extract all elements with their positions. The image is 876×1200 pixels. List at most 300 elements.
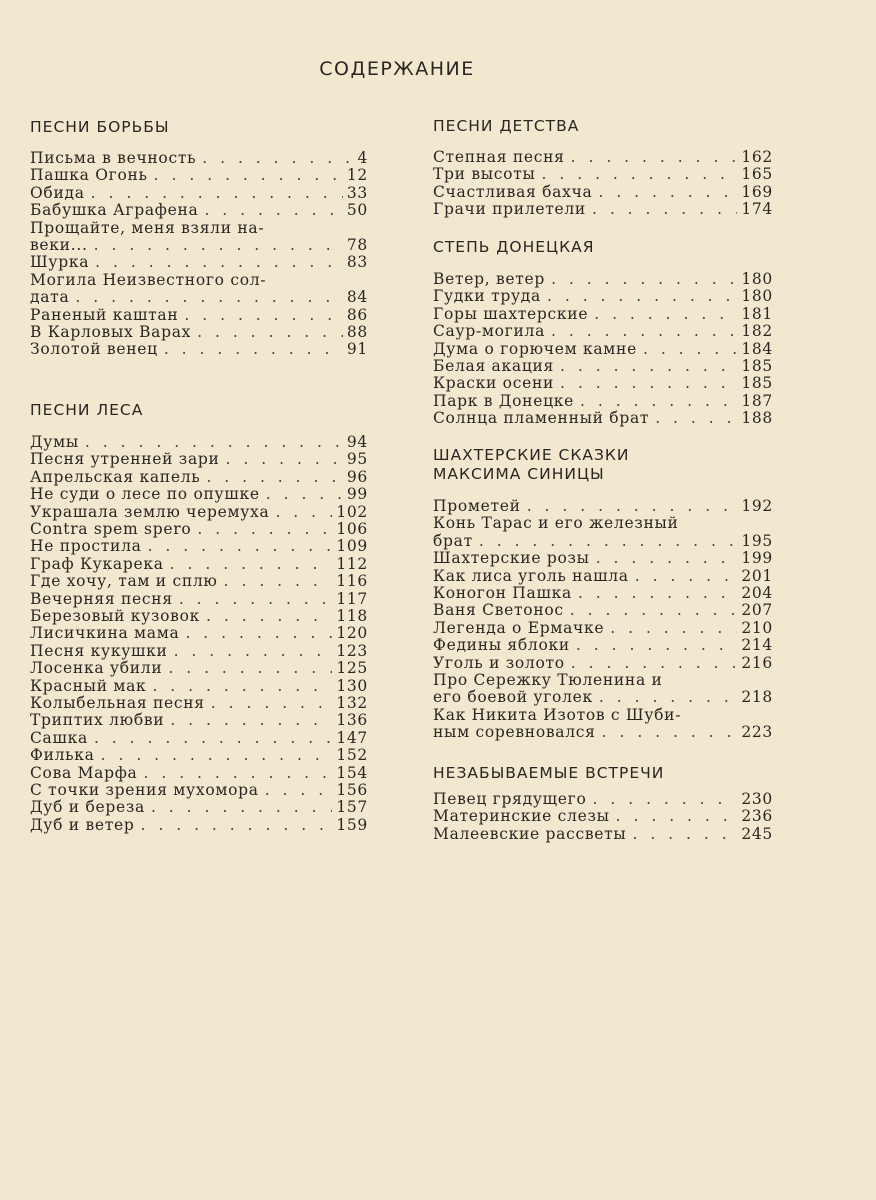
page-number: 83 xyxy=(346,253,368,272)
page-number: 245 xyxy=(741,824,773,843)
entry-row xyxy=(30,254,368,271)
page-number: 207 xyxy=(741,601,773,620)
page-number: 201 xyxy=(741,566,773,585)
toc-entry[interactable] xyxy=(30,324,368,341)
toc-entry[interactable] xyxy=(30,469,368,486)
dot-leader xyxy=(220,451,343,468)
toc-entry[interactable] xyxy=(433,341,773,358)
page-number: 91 xyxy=(346,340,368,359)
entry-title: Как лиса уголь нашла xyxy=(433,566,629,585)
entry-title: Ваня Светонос xyxy=(433,601,564,620)
entry-row xyxy=(30,817,368,834)
entry-title: Песня кукушки xyxy=(30,641,168,660)
toc-entry[interactable] xyxy=(30,220,368,255)
page-number: 112 xyxy=(336,554,368,573)
page-number: 116 xyxy=(336,572,368,591)
toc-entry[interactable] xyxy=(433,826,773,843)
toc-entry[interactable] xyxy=(30,678,368,695)
entry-title: Вечерняя песня xyxy=(30,589,173,608)
entry-title: Красный мак xyxy=(30,676,147,695)
entry-row xyxy=(433,550,773,567)
dot-leader xyxy=(564,602,738,619)
toc-entry[interactable] xyxy=(433,585,773,602)
dot-leader xyxy=(637,341,737,358)
dot-leader xyxy=(604,620,737,637)
entry-title: Три высоты xyxy=(433,165,536,184)
toc-entry[interactable] xyxy=(433,375,773,392)
page-number: 88 xyxy=(346,323,368,341)
entry-row xyxy=(30,469,368,486)
dot-leader xyxy=(536,166,738,183)
dot-leader xyxy=(79,434,343,451)
page-number: 33 xyxy=(346,183,368,202)
toc-entry[interactable] xyxy=(433,707,773,742)
dot-leader xyxy=(178,307,342,324)
toc-entry[interactable] xyxy=(30,625,368,642)
toc-entry[interactable] xyxy=(433,791,773,808)
page-number: 187 xyxy=(741,391,773,410)
page-number: 204 xyxy=(741,584,773,602)
toc-entry[interactable] xyxy=(433,166,773,183)
page-number: 94 xyxy=(346,433,368,451)
entry-row xyxy=(30,765,368,782)
entry-title: Граф Кукарека xyxy=(30,554,164,573)
page-title: СОДЕРЖАНИЕ xyxy=(319,58,475,80)
entry-row xyxy=(433,655,773,672)
entry-title: Песня утренней зари xyxy=(30,450,220,469)
entry-row xyxy=(30,434,368,451)
entry-row xyxy=(433,393,773,410)
dot-leader xyxy=(586,201,737,218)
dot-leader xyxy=(200,469,342,486)
toc-entry[interactable] xyxy=(30,434,368,451)
toc-section xyxy=(30,401,368,834)
entry-row xyxy=(30,341,368,358)
page-number: 125 xyxy=(336,659,368,678)
page-number: 181 xyxy=(741,304,773,323)
toc-entry[interactable] xyxy=(30,747,368,764)
page-number: 192 xyxy=(741,497,773,515)
dot-leader xyxy=(588,306,737,323)
entry-row xyxy=(30,167,368,184)
page-number: 185 xyxy=(741,374,773,393)
entry-title: Апрельская капель xyxy=(30,467,201,486)
toc-entry[interactable] xyxy=(433,808,773,825)
entry-title: Белая акация xyxy=(433,357,555,375)
toc-entry[interactable] xyxy=(30,712,368,729)
toc-section xyxy=(433,117,773,219)
page-number: 152 xyxy=(336,746,368,765)
toc-entry[interactable] xyxy=(433,498,773,515)
section-title: ПЕСНИ БОРЬБЫ xyxy=(30,118,170,136)
entry-row xyxy=(30,307,368,324)
entry-row xyxy=(30,451,368,468)
entry-title: Материнские слезы xyxy=(433,807,610,826)
entry-title: Малеевские рассветы xyxy=(433,824,627,843)
section-title: СТЕПЬ ДОНЕЦКАЯ xyxy=(433,238,595,256)
toc-entry[interactable] xyxy=(30,167,368,184)
toc-section xyxy=(433,446,773,742)
toc-entry[interactable] xyxy=(30,272,368,307)
page-number: 185 xyxy=(741,357,773,375)
page-number: 86 xyxy=(346,305,368,324)
dot-leader xyxy=(88,730,332,747)
toc-entry[interactable] xyxy=(30,341,368,358)
entry-row xyxy=(30,678,368,695)
toc-entry[interactable] xyxy=(433,637,773,654)
entry-title: Не суди о лесе по опушке xyxy=(30,485,260,504)
dot-leader xyxy=(554,358,737,375)
entry-title: Ветер, ветер xyxy=(433,270,546,288)
entry-title: Шурка xyxy=(30,253,90,272)
dot-leader xyxy=(69,289,342,306)
entry-row xyxy=(433,184,773,201)
dot-leader xyxy=(191,324,343,341)
page-number: 157 xyxy=(336,798,368,817)
entry-title-line xyxy=(30,220,368,237)
entry-title: Пашка Огонь xyxy=(30,166,148,185)
dot-leader xyxy=(162,660,332,677)
dot-leader xyxy=(473,533,737,550)
toc-entry[interactable] xyxy=(30,185,368,202)
entry-title: Горы шахтерские xyxy=(433,304,589,323)
toc-entry[interactable] xyxy=(433,306,773,323)
dot-leader xyxy=(196,150,353,167)
page-number: 147 xyxy=(336,728,368,747)
page-number: 78 xyxy=(346,236,368,254)
toc-entry[interactable] xyxy=(30,765,368,782)
entry-row xyxy=(433,602,773,619)
toc-entry[interactable] xyxy=(30,202,368,219)
toc-entry[interactable] xyxy=(30,307,368,324)
toc-section xyxy=(433,238,773,428)
entry-title: Золотой венец xyxy=(30,340,158,359)
entry-title: Гудки труда xyxy=(433,287,541,306)
toc-entry[interactable] xyxy=(433,358,773,375)
toc-entry[interactable] xyxy=(30,538,368,555)
toc-entry[interactable] xyxy=(30,799,368,816)
entry-title: Триптих любви xyxy=(30,711,165,730)
page-number: 154 xyxy=(336,763,368,782)
entry-row xyxy=(30,730,368,747)
page-number: 50 xyxy=(346,201,368,220)
page-number: 123 xyxy=(336,641,368,660)
entry-title-line xyxy=(433,707,773,724)
toc-entry[interactable] xyxy=(433,149,773,166)
toc-entry[interactable] xyxy=(30,573,368,590)
dot-leader xyxy=(565,655,738,672)
entry-title: Сашка xyxy=(30,728,88,747)
toc-entry[interactable] xyxy=(30,608,368,625)
entry-title: Украшала землю черемуха xyxy=(30,502,270,521)
entry-title-continuation: дата xyxy=(30,288,70,307)
dot-leader xyxy=(138,765,333,782)
toc-entry[interactable] xyxy=(433,655,773,672)
dot-leader xyxy=(88,237,343,254)
entry-title: Грачи прилетели xyxy=(433,200,586,219)
toc-entry[interactable] xyxy=(433,288,773,305)
entry-row xyxy=(30,150,368,167)
section-title: ШАХТЕРСКИЕ СКАЗКИ МАКСИМА СИНИЦЫ xyxy=(433,446,630,483)
page-number: 188 xyxy=(741,409,773,428)
toc-entry[interactable] xyxy=(433,515,773,550)
page-number: 99 xyxy=(346,485,368,504)
toc-entry[interactable] xyxy=(30,254,368,271)
entry-row xyxy=(30,799,368,816)
toc-entry[interactable] xyxy=(433,568,773,585)
entry-title: Степная песня xyxy=(433,148,565,166)
page-number: 96 xyxy=(346,467,368,486)
entry-title: Парк в Донецке xyxy=(433,391,575,410)
dot-leader xyxy=(545,323,737,340)
entry-row xyxy=(433,791,773,808)
toc-entry[interactable] xyxy=(30,591,368,608)
entry-row xyxy=(433,341,773,358)
dot-leader xyxy=(95,747,333,764)
dot-leader xyxy=(135,817,333,834)
dot-leader xyxy=(146,678,332,695)
page-number: 180 xyxy=(741,270,773,288)
dot-leader xyxy=(593,689,737,706)
entry-title: Не простила xyxy=(30,537,142,556)
page-number: 120 xyxy=(336,624,368,643)
entry-row xyxy=(30,504,368,521)
entry-title: Уголь и золото xyxy=(433,653,565,672)
page-number: 162 xyxy=(741,148,773,166)
page-number: 218 xyxy=(741,688,773,707)
entry-title: Обида xyxy=(30,183,85,202)
entry-row xyxy=(30,185,368,202)
entry-title: Федины яблоки xyxy=(433,636,570,655)
dot-leader xyxy=(168,643,333,660)
entry-row xyxy=(433,166,773,183)
dot-leader xyxy=(596,724,738,741)
dot-leader xyxy=(164,712,332,729)
entry-title: Как Никита Изотов с Шуби- xyxy=(433,705,682,724)
dot-leader xyxy=(592,184,737,201)
entry-title-line xyxy=(433,672,773,689)
toc-entry[interactable] xyxy=(433,184,773,201)
entry-title: Contra spem spero xyxy=(30,520,192,538)
dot-leader xyxy=(158,341,343,358)
page-number: 165 xyxy=(741,165,773,184)
dot-leader xyxy=(218,573,333,590)
dot-leader xyxy=(148,167,343,184)
entry-title: Конь Тарас и его железный xyxy=(433,514,679,533)
dot-leader xyxy=(610,808,738,825)
entry-title: Коногон Пашка xyxy=(433,584,572,602)
page-number: 159 xyxy=(336,815,368,834)
page-number: 109 xyxy=(336,537,368,556)
dot-leader xyxy=(259,782,333,799)
entry-title: Сова Марфа xyxy=(30,763,138,782)
entry-row xyxy=(30,556,368,573)
dot-leader xyxy=(572,585,737,602)
entry-row xyxy=(433,201,773,218)
page-number: 118 xyxy=(336,607,368,625)
toc-entry[interactable] xyxy=(30,817,368,834)
page-number: 174 xyxy=(741,200,773,219)
entry-title: Саур-могила xyxy=(433,322,546,341)
entry-title: Прощайте, меня взяли на- xyxy=(30,218,265,237)
toc-entry[interactable] xyxy=(433,201,773,218)
entry-row xyxy=(433,568,773,585)
toc-entry[interactable] xyxy=(30,660,368,677)
entry-row xyxy=(30,538,368,555)
section-title: ПЕСНИ ДЕТСТВА xyxy=(433,117,580,135)
entry-row xyxy=(433,637,773,654)
dot-leader xyxy=(629,568,738,585)
page-number: 4 xyxy=(357,149,368,167)
dot-leader xyxy=(626,826,737,843)
entry-row xyxy=(433,271,773,288)
page-number: 132 xyxy=(336,694,368,712)
entry-title: Прометей xyxy=(433,497,521,515)
entry-row xyxy=(433,585,773,602)
toc-entry[interactable] xyxy=(30,521,368,538)
entry-title: Думы xyxy=(30,433,79,451)
page-number: 182 xyxy=(741,322,773,341)
page-number: 12 xyxy=(346,166,368,185)
page-number: 184 xyxy=(741,339,773,358)
entry-title-continuation: веки... xyxy=(30,236,88,254)
page-number: 223 xyxy=(741,723,773,742)
entry-row xyxy=(433,323,773,340)
entry-title: Счастливая бахча xyxy=(433,182,593,201)
toc-section xyxy=(30,118,368,359)
entry-title: Дума о горючем камне xyxy=(433,339,637,358)
entry-row xyxy=(30,324,368,341)
entry-row xyxy=(433,498,773,515)
dot-leader xyxy=(179,625,332,642)
entry-row xyxy=(433,533,773,550)
page-number: 199 xyxy=(741,549,773,568)
dot-leader xyxy=(173,591,332,608)
toc-entry[interactable] xyxy=(30,150,368,167)
toc-entry[interactable] xyxy=(30,643,368,660)
dot-leader xyxy=(269,504,332,521)
entry-row xyxy=(30,237,368,254)
entry-title: Где хочу, там и сплю xyxy=(30,572,218,591)
entry-title: Шахтерские розы xyxy=(433,549,590,568)
entry-row xyxy=(30,712,368,729)
toc-entry[interactable] xyxy=(30,730,368,747)
dot-leader xyxy=(545,271,737,288)
entry-title: Дуб и береза xyxy=(30,798,145,817)
dot-leader xyxy=(574,393,737,410)
entry-row xyxy=(433,620,773,637)
entry-row xyxy=(433,288,773,305)
page-number: 216 xyxy=(741,653,773,672)
page-number: 136 xyxy=(336,711,368,730)
entry-title-continuation: ным соревновался xyxy=(433,723,596,742)
toc-entry[interactable] xyxy=(433,393,773,410)
entry-title: Краски осени xyxy=(433,374,555,393)
entry-title-line xyxy=(30,272,368,289)
toc-entry[interactable] xyxy=(30,451,368,468)
dot-leader xyxy=(200,608,332,625)
page-number: 102 xyxy=(336,502,368,521)
toc-entry[interactable] xyxy=(433,323,773,340)
toc-entry[interactable] xyxy=(30,504,368,521)
dot-leader xyxy=(191,521,332,538)
dot-leader xyxy=(570,637,737,654)
toc-entry[interactable] xyxy=(30,556,368,573)
toc-entry[interactable] xyxy=(433,620,773,637)
entry-row xyxy=(30,660,368,677)
toc-entry[interactable] xyxy=(433,602,773,619)
entry-title: Раненый каштан xyxy=(30,305,179,324)
entry-row xyxy=(30,643,368,660)
entry-title: Певец грядущего xyxy=(433,790,587,808)
dot-leader xyxy=(565,149,738,166)
entry-title: Про Сережку Тюленина и xyxy=(433,671,663,689)
entry-row xyxy=(30,521,368,538)
entry-title: Письма в вечность xyxy=(30,149,197,167)
toc-entry[interactable] xyxy=(433,410,773,427)
entry-row xyxy=(30,573,368,590)
entry-title: В Карловых Варах xyxy=(30,323,192,341)
entry-title-line xyxy=(433,515,773,532)
dot-leader xyxy=(205,695,333,712)
entry-row xyxy=(30,202,368,219)
entry-row xyxy=(30,608,368,625)
page-number: 84 xyxy=(346,288,368,307)
page-number: 195 xyxy=(741,531,773,550)
entry-row xyxy=(30,591,368,608)
page-number: 230 xyxy=(741,790,773,808)
entry-title: Могила Неизвестного сол- xyxy=(30,270,267,289)
entry-row xyxy=(30,625,368,642)
dot-leader xyxy=(554,375,737,392)
page-number: 95 xyxy=(346,450,368,469)
dot-leader xyxy=(521,498,738,515)
entry-row xyxy=(433,689,773,706)
toc-entry[interactable] xyxy=(30,695,368,712)
toc-section xyxy=(433,764,773,843)
section-title: ПЕСНИ ЛЕСА xyxy=(30,401,144,419)
entry-title: Солнца пламенный брат xyxy=(433,409,650,428)
entry-title: Бабушка Аграфена xyxy=(30,201,199,220)
entry-row xyxy=(433,358,773,375)
section-title: НЕЗАБЫВАЕМЫЕ ВСТРЕЧИ xyxy=(433,764,665,782)
toc-entry[interactable] xyxy=(433,550,773,567)
toc-entry[interactable] xyxy=(30,486,368,503)
entry-row xyxy=(433,724,773,741)
entry-title: Дуб и ветер xyxy=(30,815,135,834)
toc-entry[interactable] xyxy=(433,672,773,707)
entry-row xyxy=(30,486,368,503)
entry-row xyxy=(433,410,773,427)
entry-title: Колыбельная песня xyxy=(30,694,205,712)
page-number: 156 xyxy=(336,781,368,799)
entry-title: Легенда о Ермачке xyxy=(433,618,605,637)
page-number: 106 xyxy=(336,520,368,538)
entry-title: Лисичкина мама xyxy=(30,624,180,643)
dot-leader xyxy=(145,799,332,816)
entry-row xyxy=(30,782,368,799)
page-number: 130 xyxy=(336,676,368,695)
dot-leader xyxy=(260,486,343,503)
dot-leader xyxy=(85,185,343,202)
toc-entry[interactable] xyxy=(433,271,773,288)
dot-leader xyxy=(541,288,737,305)
dot-leader xyxy=(587,791,738,808)
dot-leader xyxy=(164,556,333,573)
page-number: 236 xyxy=(741,807,773,826)
dot-leader xyxy=(590,550,738,567)
toc-entry[interactable] xyxy=(30,782,368,799)
